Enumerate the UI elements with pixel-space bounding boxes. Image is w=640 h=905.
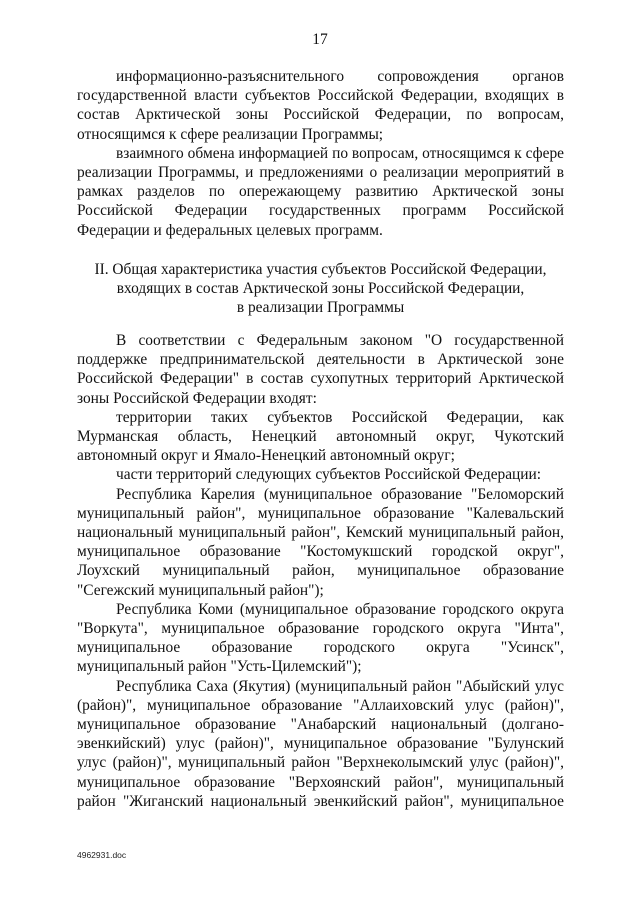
top-text-block [77,67,564,240]
paragraph: части территорий следующих субъектов Российской Федерации: [116,466,542,484]
document-file-code: 4962931.doc [77,850,127,860]
paragraph: Республика Карелия (муниципальное образование "Беломорский муниципальный район", муниципальное образование "Калевальский национальный муниципальный район", Кемский муниципальный район, муниципальное образование "Костомукшский городской округ", Лоухский муниципальный район, муниципальное образование "Сегежский муниципальный район"); [77,485,564,599]
main-text-block [77,331,564,811]
section-heading-line: II. Общая характеристика участия субъектов Российской Федерации, [94,261,547,278]
paragraph: информационно-разъяснительного сопровождения органов государственной власти субъектов Российской Федерации, входящих в состав Арктической зоны Российской Федерации, по вопросам, относящимся к сфере реализации Программы; [77,68,564,143]
paragraph: территории таких субъектов Российской Федерации, как Мурманская область, Ненецкий автономный округ, Чукотский автономный округ и Ямало-Ненецкий автономный округ; [77,408,564,465]
page-number: 17 [312,31,328,48]
paragraph: Республика Саха (Якутия) (муниципальный район "Абыйский улус (район)", муниципальное образование "Аллаиховский улус (район)", муниципальное образование "Анабарский национальный (долгано-эвенкийский) улус (район)", муниципальное образование "Булунский улус (район)", муниципальный район "Верхнеколымский улус (район)", муниципальное образование "Верхоянский район", муниципальный район "Жиганский национальный эвенкийский район", муниципальное [77,677,564,810]
paragraph: В соответствии с Федеральным законом "О государственной поддержке предпринимательской деятельности в Арктической зоне Российской Федерации" в состав сухопутных территорий Арктической зоны Российской Федерации входят: [77,332,564,407]
section-heading-line: в реализации Программы [236,299,405,317]
section-heading-line: входящих в состав Арктической зоны Российской Федерации, [116,280,525,298]
section-heading [77,260,564,318]
paragraph: Республика Коми (муниципальное образование городского округа "Воркута", муниципальное образование городского округа "Инта", муниципальное образование городского округа "Усинск", муниципальный район "Усть-Цилемский"); [77,600,564,676]
paragraph: взаимного обмена информацией по вопросам, относящимся к сфере реализации Программы, и предложениями о реализации мероприятий в рамках разделов по опережающему развитию Арктической зоны Российской Федерации государственных программ Российской Федерации и федеральных целевых программ. [77,144,564,239]
